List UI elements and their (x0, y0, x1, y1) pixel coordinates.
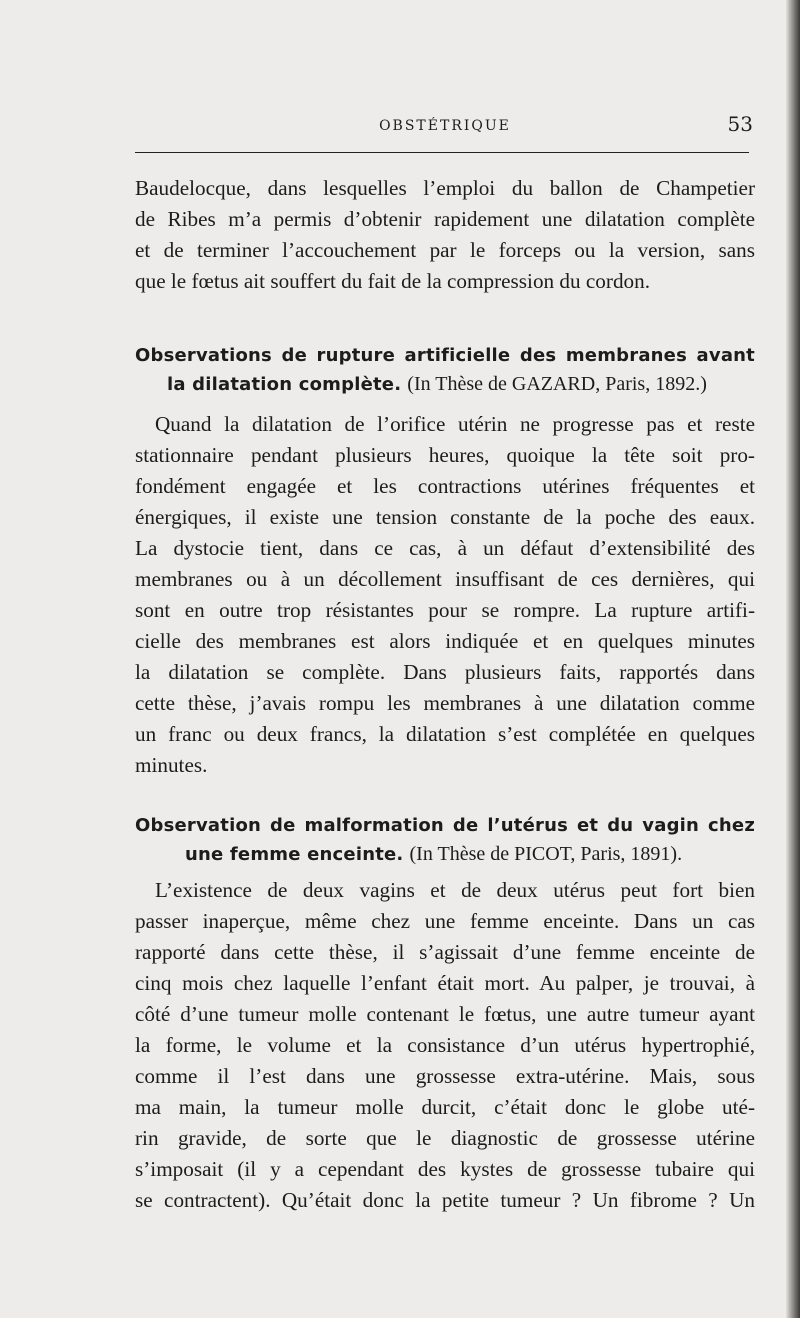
text-line: stationnaire pendant plusieurs heures, quoique la tête soit pro- (135, 443, 755, 467)
heading-title-end: une femme enceinte. (185, 844, 404, 865)
text-line: s’imposait (il y a cependant des kystes de grossesse tubaire qui (135, 1157, 755, 1181)
text-line: sont en outre trop résistantes pour se rompre. La rupture artifi- (135, 598, 755, 622)
text-line: de Ribes m’a permis d’obtenir rapidement une dilatation complète (135, 207, 755, 231)
text-line: que le fœtus ait souffert du fait de la compression du cordon. (135, 269, 651, 293)
heading-line: Observations de rupture artificielle des membranes avant (135, 345, 755, 366)
text-line: passer inaperçue, même chez une femme enceinte. Dans un cas (135, 909, 755, 933)
heading-title-end: la dilatation complète. (167, 374, 402, 395)
heading-source: (In Thèse de GAZARD, Paris, 1892.) (407, 373, 707, 395)
running-title: OBSTÉTRIQUE (379, 118, 511, 134)
text-line: rapporté dans cette thèse, il s’agissait d’une femme enceinte de (135, 940, 755, 964)
text-line: membranes ou à un décollement insuffisant de ces dernières, qui (135, 567, 755, 591)
heading-line (135, 370, 755, 399)
text-line: minutes. (135, 753, 208, 777)
paragraph-continuation (135, 173, 755, 297)
text-line: un franc ou deux francs, la dilatation s’est complétée en quelques (135, 722, 755, 746)
text-line: côté d’une tumeur molle contenant le fœtus, une autre tumeur ayant (135, 1002, 755, 1026)
text-line: la dilatation se complète. Dans plusieurs faits, rapportés dans (135, 660, 755, 684)
text-line: énergiques, il existe une tension constante de la poche des eaux. (135, 505, 755, 529)
text-line: cette thèse, j’avais rompu les membranes à une dilatation comme (135, 691, 755, 715)
text-line: L’existence de deux vagins et de deux utérus peut fort bien (155, 878, 755, 902)
section-body-rupture (135, 409, 755, 781)
page-edge-shadow (786, 0, 800, 1318)
heading-line: Observation de malformation de l’utérus et du vagin chez (135, 815, 755, 836)
text-line: Baudelocque, dans lesquelles l’emploi du ballon de Champetier (135, 176, 755, 200)
page-header (135, 112, 755, 142)
heading-line (135, 840, 755, 869)
heading-source: (In Thèse de PICOT, Paris, 1891). (409, 843, 683, 865)
section-heading-malformation (135, 812, 755, 869)
text-line: comme il l’est dans une grossesse extra-utérine. Mais, sous (135, 1064, 755, 1088)
text-line: ma main, la tumeur molle durcit, c’était donc le globe uté- (135, 1095, 755, 1119)
header-rule (135, 152, 749, 153)
page-number: 53 (727, 112, 753, 136)
text-line: et de terminer l’accouchement par le forceps ou la version, sans (135, 238, 755, 262)
text-line: fondément engagée et les contractions utérines fréquentes et (135, 474, 755, 498)
text-line: cinq mois chez laquelle l’enfant était mort. Au palper, je trouvai, à (135, 971, 755, 995)
text-line: Quand la dilatation de l’orifice utérin ne progresse pas et reste (155, 412, 755, 436)
text-line: se contractent). Qu’était donc la petite tumeur ? Un fibrome ? Un (135, 1188, 755, 1212)
section-body-malformation (135, 875, 755, 1216)
text-line: La dystocie tient, dans ce cas, à un défaut d’extensibilité des (135, 536, 755, 560)
text-line: la forme, le volume et la consistance d’un utérus hypertrophié, (135, 1033, 755, 1057)
section-heading-rupture (135, 342, 755, 399)
text-line: cielle des membranes est alors indiquée et en quelques minutes (135, 629, 755, 653)
text-line: rin gravide, de sorte que le diagnostic de grossesse utérine (135, 1126, 755, 1150)
